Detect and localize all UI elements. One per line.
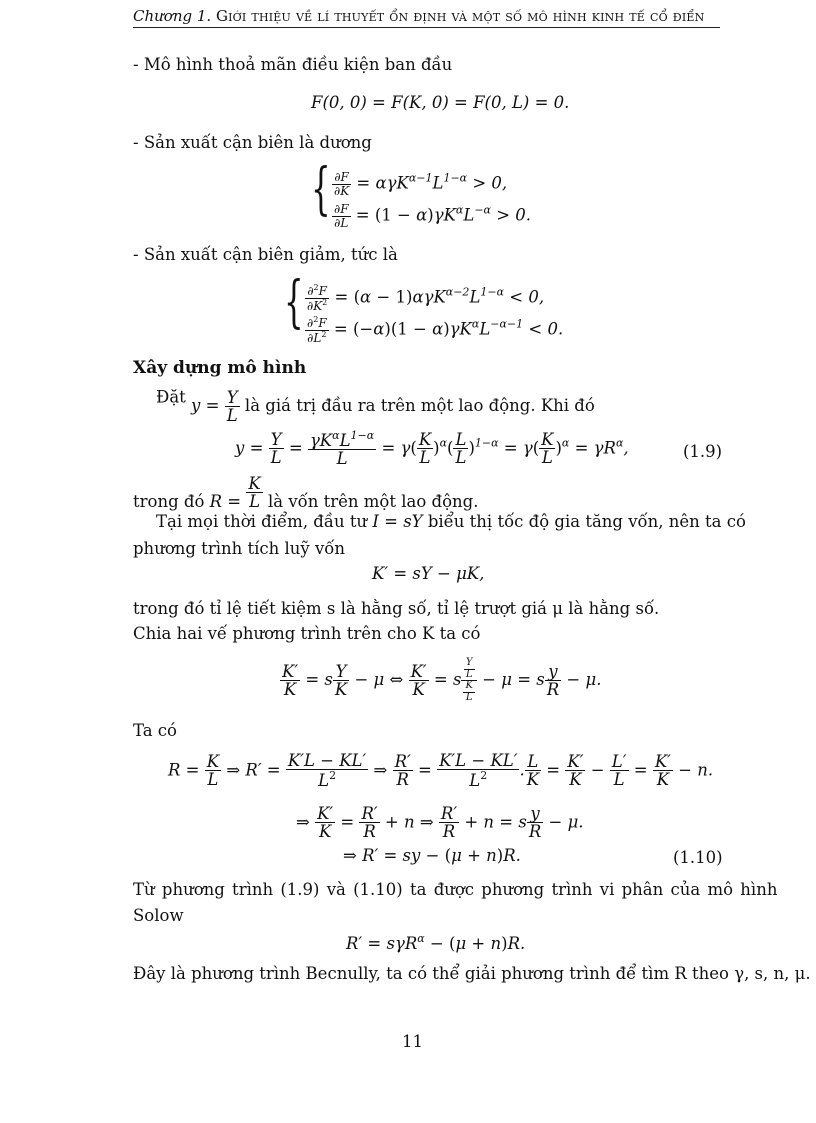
header-title: Giới thiệu về lí thuyết ổn định và một số mô hình kinh tế cổ điển — [215, 7, 705, 25]
equation-derivation-1: R = $\frac{K}{L}$ ⇒ R′ = $\frac{K'L - KL'}{L^2}$ ⇒ $\frac{R'}{R}$ = $\frac{K'L - KL'}{L^2}$ . $\frac{L}{K}$ = $\frac{K'}{K}$ − $\frac{L'}{L}$ = $\frac{K'}{K}$ − n. — [168, 751, 714, 791]
equation-number: (1.10) — [673, 848, 723, 867]
equation-solow: R′ = sγR$^\alpha$ − (μ + n)R. — [346, 932, 526, 953]
section-heading: Xây dựng mô hình — [133, 358, 307, 378]
header-rule — [133, 27, 720, 28]
text-line: Ta có — [133, 721, 177, 740]
paragraph-investment: Tại mọi thời điểm, đầu tư I = sY biểu thị tốc độ gia tăng vốn, nên ta có — [156, 512, 746, 531]
equation-divide-by-K: $\frac{K'}{K}$ = s $\frac{Y}{K}$ − μ ⇔ $\frac{K'}{K}$ = s $\frac{\frac{Y}{L}}{\frac{K}{L}}$ − μ = s $\frac{y}{R}$ − μ. — [282, 657, 602, 703]
text-line: Chia hai vế phương trình trên cho K ta có — [133, 624, 481, 643]
text-line: phương trình tích luỹ vốn — [133, 539, 346, 558]
equation-1-9: y = $\frac{Y}{L}$ = $\frac{\gamma K^\alpha L^{1-\alpha}}{L}$ = γ( $\frac{K}{L}$ )$^\alpha$( $\frac{L}{L}$ )$^{1-\alpha}$ = γ( $\frac{K}{L}$ )$^\alpha = \gamma R^\alpha$, — [235, 429, 629, 469]
equation-d2F-dK2: $\frac{\partial^2F}{\partial K^2}$ = $(\alpha - 1)\alpha\gamma K^{\alpha-2}L^{1-\alpha} < 0$, — [307, 283, 545, 313]
text-line: - Sản xuất cận biên giảm, tức là — [133, 245, 398, 264]
text-line: - Sản xuất cận biên là dương — [133, 133, 372, 152]
equation-capital-accumulation: K′ = sY − μK, — [372, 564, 485, 583]
left-brace: { — [311, 157, 331, 222]
text-line: - Mô hình thoả mãn điều kiện ban đầu — [133, 55, 453, 74]
text-line: Từ phương trình (1.9) và (1.10) ta được phương trình vi phân của mô hình — [133, 880, 778, 899]
left-brace: { — [284, 270, 304, 335]
page-number: 11 — [402, 1032, 423, 1051]
equation-dF-dK: $\frac{\partial F}{\partial K}$ = $\alpha\gamma K^{\alpha-1}L^{1-\alpha} > 0$, — [334, 170, 508, 198]
equation-derivation-2: ⇒ $\frac{K'}{K}$ = $\frac{R'}{R}$ + n ⇒ $\frac{R'}{R}$ + n = s $\frac{y}{R}$ − μ. — [296, 804, 584, 842]
text-line: Solow — [133, 906, 184, 925]
header-chapter: Chương 1. — [133, 7, 212, 25]
equation-1-10: ⇒ R′ = sy − (μ + n)R. — [343, 846, 521, 865]
paragraph-define-y: Đặt y = $\frac{Y}{L}$ là giá trị đầu ra trên một lao động. Khi đó — [156, 387, 595, 426]
running-header — [133, 9, 705, 24]
paragraph-define-R: trong đó R = $\frac{K}{L}$ là vốn trên một lao động. — [133, 474, 479, 512]
equation-dF-dL: $\frac{\partial F}{\partial L}$ = $(1 - \alpha)\gamma K^\alpha L^{-\alpha} > 0$. — [334, 202, 532, 230]
equation-d2F-dL2: $\frac{\partial^2F}{\partial L^2}$ = $(-\alpha)(1 - \alpha)\gamma K^\alpha L^{-\alpha-1} < 0$. — [307, 315, 564, 345]
text-line: Đây là phương trình Becnully, ta có thể giải phương trình để tìm R theo γ, s, n, μ. — [133, 964, 811, 983]
equation-initial-condition: F(0, 0) = F(K, 0) = F(0, L) = 0. — [311, 93, 570, 112]
equation-number: (1.9) — [683, 442, 723, 461]
text-line: trong đó tỉ lệ tiết kiệm s là hằng số, tỉ lệ trượt giá μ là hằng số. — [133, 599, 660, 618]
